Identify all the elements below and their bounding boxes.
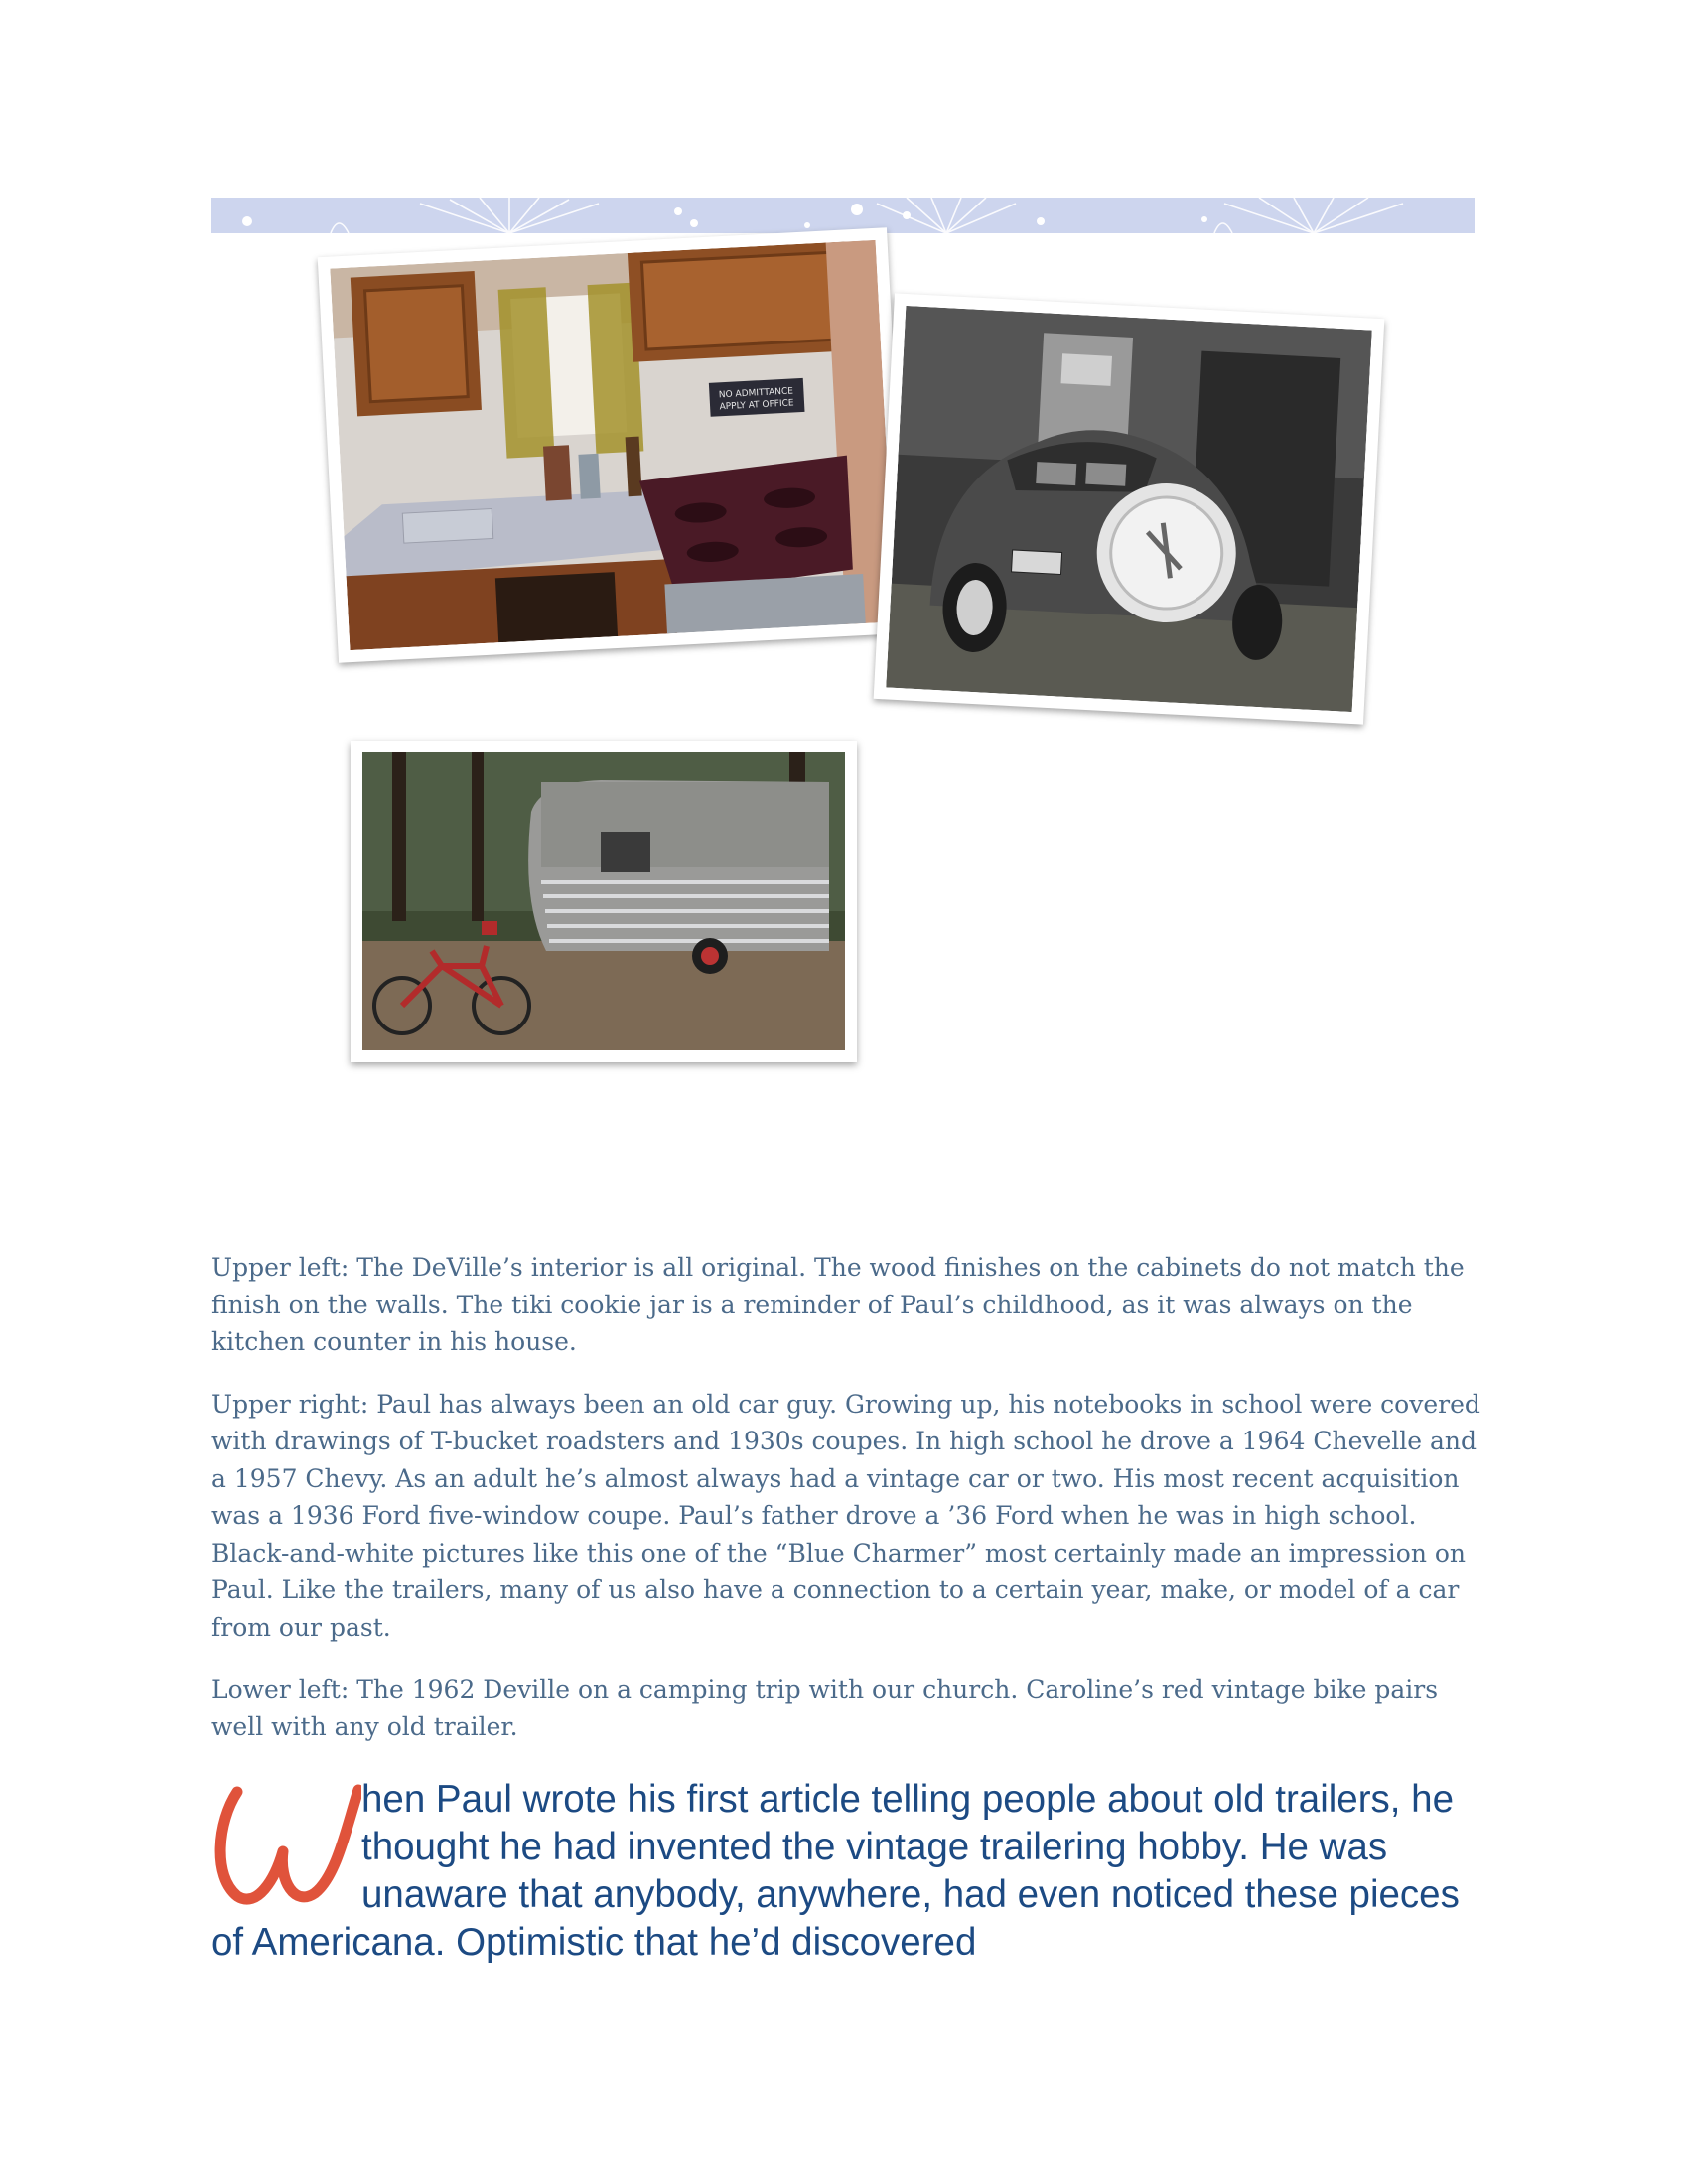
story-paragraph: hen Paul wrote his first article telling people about old trailers, he thought he had invented the vintage trailering hobby. He was unaware that anybody, anywhere, had even noticed these pieces of Americana. Optimistic that he’d discovered xyxy=(211,1778,1460,1964)
trailer-photo xyxy=(351,741,857,1062)
caption-lower-left: Lower left: The 1962 Deville on a camping trip with our church. Caroline’s red vintage bike pairs well with any old trailer. xyxy=(211,1675,1439,1741)
dropcap-w xyxy=(208,1782,361,1907)
caption-upper-right: Upper right: Paul has always been an old car guy. Growing up, his notebooks in school were covered with drawings of T-bucket roadsters and 1930s coupes. In high school he drove a 1964 Chevelle and a 1957 Chevy. As an adult he’s almost always had a vintage car or two. His most recent acquisition was a 1936 Ford five-window coupe. Paul’s father drove a ’36 Ford when he was in high school. Black-and-white pictures like this one of the “Blue Charmer” most certainly made an impression on Paul. Like the trailers, many of us also have a connection to a certain year, make, or model of a car from our past. xyxy=(211,1389,1480,1642)
sign-text: NO ADMITTANCE xyxy=(718,386,794,401)
kitchen-illustration xyxy=(330,240,895,650)
vintage-car-photo xyxy=(874,293,1385,724)
story-body xyxy=(208,1776,1492,1967)
caption-upper-left: Upper left: The DeVille’s interior is all original. The wood finishes on the cabinets do not match the finish on the walls. The tiki cookie jar is a reminder of Paul’s childhood, as it was always on the kitchen counter in his house. xyxy=(211,1253,1465,1356)
kitchen-photo xyxy=(318,227,909,662)
starburst-pattern xyxy=(211,198,1475,233)
dropcap-letter: W xyxy=(208,1782,209,1783)
svg-text:APPLY AT OFFICE: APPLY AT OFFICE xyxy=(719,398,794,413)
trailer-illustration xyxy=(362,752,845,1050)
photo-captions xyxy=(211,1249,1482,1770)
car-illustration xyxy=(886,306,1372,712)
decorative-banner xyxy=(211,198,1475,233)
